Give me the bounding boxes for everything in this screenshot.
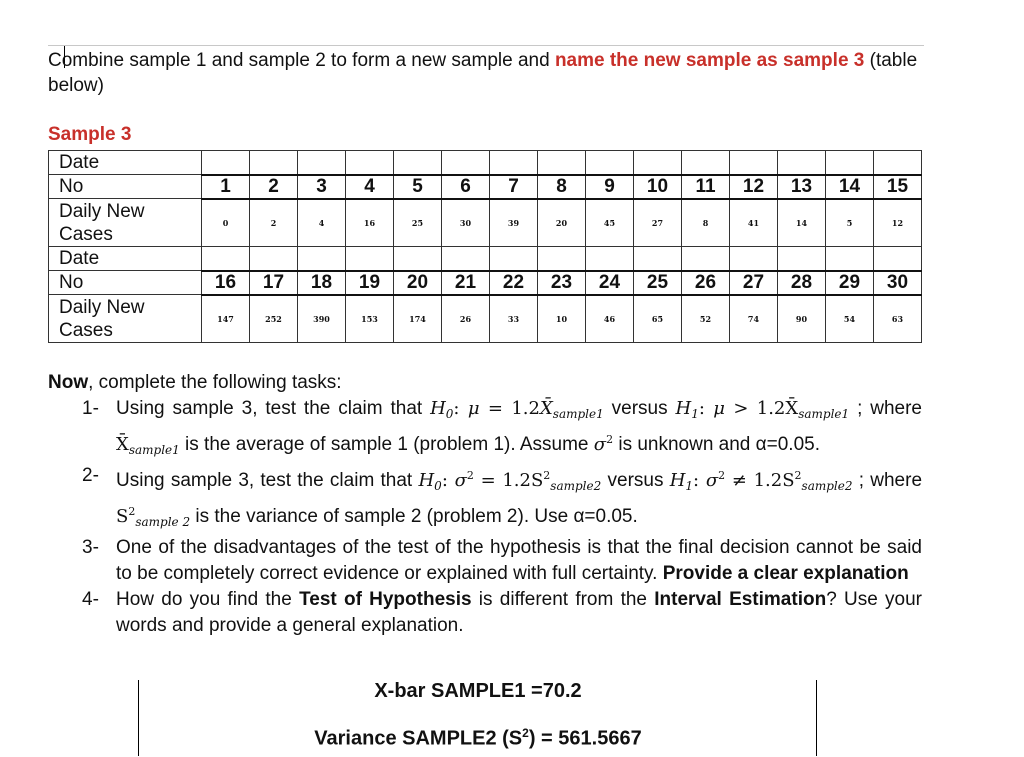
task-2 — [48, 463, 922, 535]
no-cell-row2-3: 18 — [298, 271, 346, 295]
task-4-text-c: is different from the — [471, 589, 655, 610]
no-cell-row2-14: 29 — [826, 271, 874, 295]
task-2-text-b: versus — [601, 470, 670, 491]
task-2-text-d: is the variance of sample 2 (problem 2). Use α=0.05. — [195, 506, 638, 527]
label-cases: Daily New Cases — [49, 199, 202, 247]
task-3 — [48, 535, 922, 587]
cases-cell-row2-5: 174 — [394, 295, 442, 343]
no-cell-15: 15 — [874, 175, 922, 199]
cases-cell-row2-14: 54 — [826, 295, 874, 343]
cases-cell-row2-2: 252 — [250, 295, 298, 343]
task-2-number: 2- — [82, 465, 99, 486]
intro-paragraph — [48, 48, 928, 98]
no-cell-row2-6: 21 — [442, 271, 490, 295]
variance-prefix: Variance SAMPLE2 (S — [314, 727, 523, 750]
cases-cell-row2-1: 147 — [202, 295, 250, 343]
result-box-left-border — [138, 680, 139, 756]
task-4-number: 4- — [82, 589, 99, 610]
no-cell-row2-4: 19 — [346, 271, 394, 295]
task-1-text-e: is unknown and α=0.05. — [613, 434, 820, 455]
cases-cell-9: 45 — [586, 199, 634, 247]
no-cell-row2-7: 22 — [490, 271, 538, 295]
no-cell-row2-11: 26 — [682, 271, 730, 295]
no-cell-row2-15: 30 — [874, 271, 922, 295]
no-cell-6: 6 — [442, 175, 490, 199]
table-row-date-1 — [49, 151, 922, 175]
tasks-heading — [48, 370, 922, 396]
cases-cell-12: 41 — [730, 199, 778, 247]
now-rest: , complete the following tasks: — [88, 372, 342, 393]
sample-title: Sample 3 — [48, 124, 132, 145]
cases-cell-5: 25 — [394, 199, 442, 247]
task-2-text-a: Using sample 3, test the claim that — [116, 470, 419, 491]
no-cell-11: 11 — [682, 175, 730, 199]
task-1-text-c: ; where — [857, 398, 922, 419]
label-no: No — [49, 175, 202, 199]
task-1-sigma: $\sigma^2$ — [593, 433, 614, 455]
no-cell-row2-10: 25 — [634, 271, 682, 295]
top-rule — [48, 45, 924, 46]
task-4-text-a: How do you find the — [116, 589, 300, 610]
no-cell-10: 10 — [634, 175, 682, 199]
task-1 — [48, 396, 922, 463]
cases-cell-14: 5 — [826, 199, 874, 247]
no-cell-3: 3 — [298, 175, 346, 199]
task-3-bold: Provide a clear explanation — [662, 563, 909, 584]
table-row-no-1 — [49, 175, 922, 199]
no-cell-row2-12: 27 — [730, 271, 778, 295]
cases-cell-row2-4: 153 — [346, 295, 394, 343]
task-3-number: 3- — [82, 537, 99, 558]
cases-cell-1: 0 — [202, 199, 250, 247]
task-1-text-d: is the average of sample 1 (problem 1). Assume — [179, 434, 594, 455]
task-2-s2: $S^2_{sample 2}$ — [116, 505, 191, 529]
cases-cell-3: 4 — [298, 199, 346, 247]
cases-cell-8: 20 — [538, 199, 586, 247]
no-cell-row2-1: 16 — [202, 271, 250, 295]
cases-cell-15: 12 — [874, 199, 922, 247]
cases-cell-13: 14 — [778, 199, 826, 247]
cases-cell-row2-9: 46 — [586, 295, 634, 343]
task-1-xbar: $X̄_{sample1}$ — [116, 434, 180, 457]
label-no-2: No — [49, 271, 202, 295]
cases-cell-row2-13: 90 — [778, 295, 826, 343]
intro-highlight: name the new sample as sample 3 — [554, 50, 865, 71]
task-1-text-a: Using sample 3, test the claim that — [116, 398, 431, 419]
result-box-right-border — [816, 680, 817, 756]
no-cell-row2-8: 23 — [538, 271, 586, 295]
no-cell-13: 13 — [778, 175, 826, 199]
task-3-text: One of the disadvantages of the test of the hypothesis is that the final decision cannot be said to be completely correct evidence or explained with full certainty. — [116, 537, 922, 584]
task-2-h0: $H_0$: $\sigma^2 = 1.2S^2_{sample2}$ — [418, 469, 602, 493]
cases-cell-row2-8: 10 — [538, 295, 586, 343]
cases-cell-row2-7: 33 — [490, 295, 538, 343]
table-row-date-2 — [49, 247, 922, 271]
cases-cell-4: 16 — [346, 199, 394, 247]
now-bold: Now — [48, 372, 89, 393]
no-cell-7: 7 — [490, 175, 538, 199]
variance-suffix: ) = 561.5667 — [528, 727, 642, 750]
cases-cell-11: 8 — [682, 199, 730, 247]
cases-cell-7: 39 — [490, 199, 538, 247]
label-date: Date — [49, 151, 202, 175]
variance-result — [140, 726, 816, 751]
table-row-cases-1 — [49, 199, 922, 247]
task-2-text-c: ; where — [858, 470, 923, 491]
no-cell-1: 1 — [202, 175, 250, 199]
sample3-table — [48, 150, 922, 343]
task-1-number: 1- — [82, 398, 99, 419]
cases-cell-row2-15: 63 — [874, 295, 922, 343]
cases-cell-row2-3: 390 — [298, 295, 346, 343]
cases-cell-row2-12: 74 — [730, 295, 778, 343]
task-4 — [48, 587, 922, 639]
cases-cell-row2-6: 26 — [442, 295, 490, 343]
cases-cell-6: 30 — [442, 199, 490, 247]
cases-cell-10: 27 — [634, 199, 682, 247]
no-cell-2: 2 — [250, 175, 298, 199]
no-cell-row2-13: 28 — [778, 271, 826, 295]
no-cell-5: 5 — [394, 175, 442, 199]
no-cell-row2-9: 24 — [586, 271, 634, 295]
variance-sup: 2 — [522, 726, 529, 740]
task-1-text-b: versus — [603, 398, 676, 419]
task-4-text-d: ? Use your words and provide a general explanation. — [116, 589, 923, 636]
task-4-bold-2: Interval Estimation — [654, 589, 827, 610]
task-list — [48, 396, 922, 639]
label-date-2: Date — [49, 247, 202, 271]
no-cell-12: 12 — [730, 175, 778, 199]
task-1-h0: $H_0$: $\mu = 1.2X̄_{sample1}$ — [430, 398, 604, 421]
table-row-no-2 — [49, 271, 922, 295]
cases-cell-row2-10: 65 — [634, 295, 682, 343]
no-cell-4: 4 — [346, 175, 394, 199]
tasks-section — [48, 370, 922, 639]
no-cell-8: 8 — [538, 175, 586, 199]
no-cell-14: 14 — [826, 175, 874, 199]
xbar-result: X-bar SAMPLE1 =70.2 — [374, 680, 582, 702]
task-2-h1: $H_1$: $\sigma^2 \ne 1.2S^2_{sample2}$ — [669, 469, 853, 493]
cases-cell-2: 2 — [250, 199, 298, 247]
no-cell-row2-5: 20 — [394, 271, 442, 295]
intro-suffix: (table below) — [48, 50, 918, 96]
intro-prefix: Combine sample 1 and sample 2 to form a new sample and — [48, 50, 555, 71]
cases-cell-row2-11: 52 — [682, 295, 730, 343]
no-cell-9: 9 — [586, 175, 634, 199]
task-4-bold-1: Test of Hypothesis — [299, 589, 472, 610]
no-cell-row2-2: 17 — [250, 271, 298, 295]
label-cases-2: Daily New Cases — [49, 295, 202, 343]
table-row-cases-2 — [49, 295, 922, 343]
task-1-h1: $H_1$: $\mu > 1.2X̄_{sample1}$ — [675, 398, 850, 421]
